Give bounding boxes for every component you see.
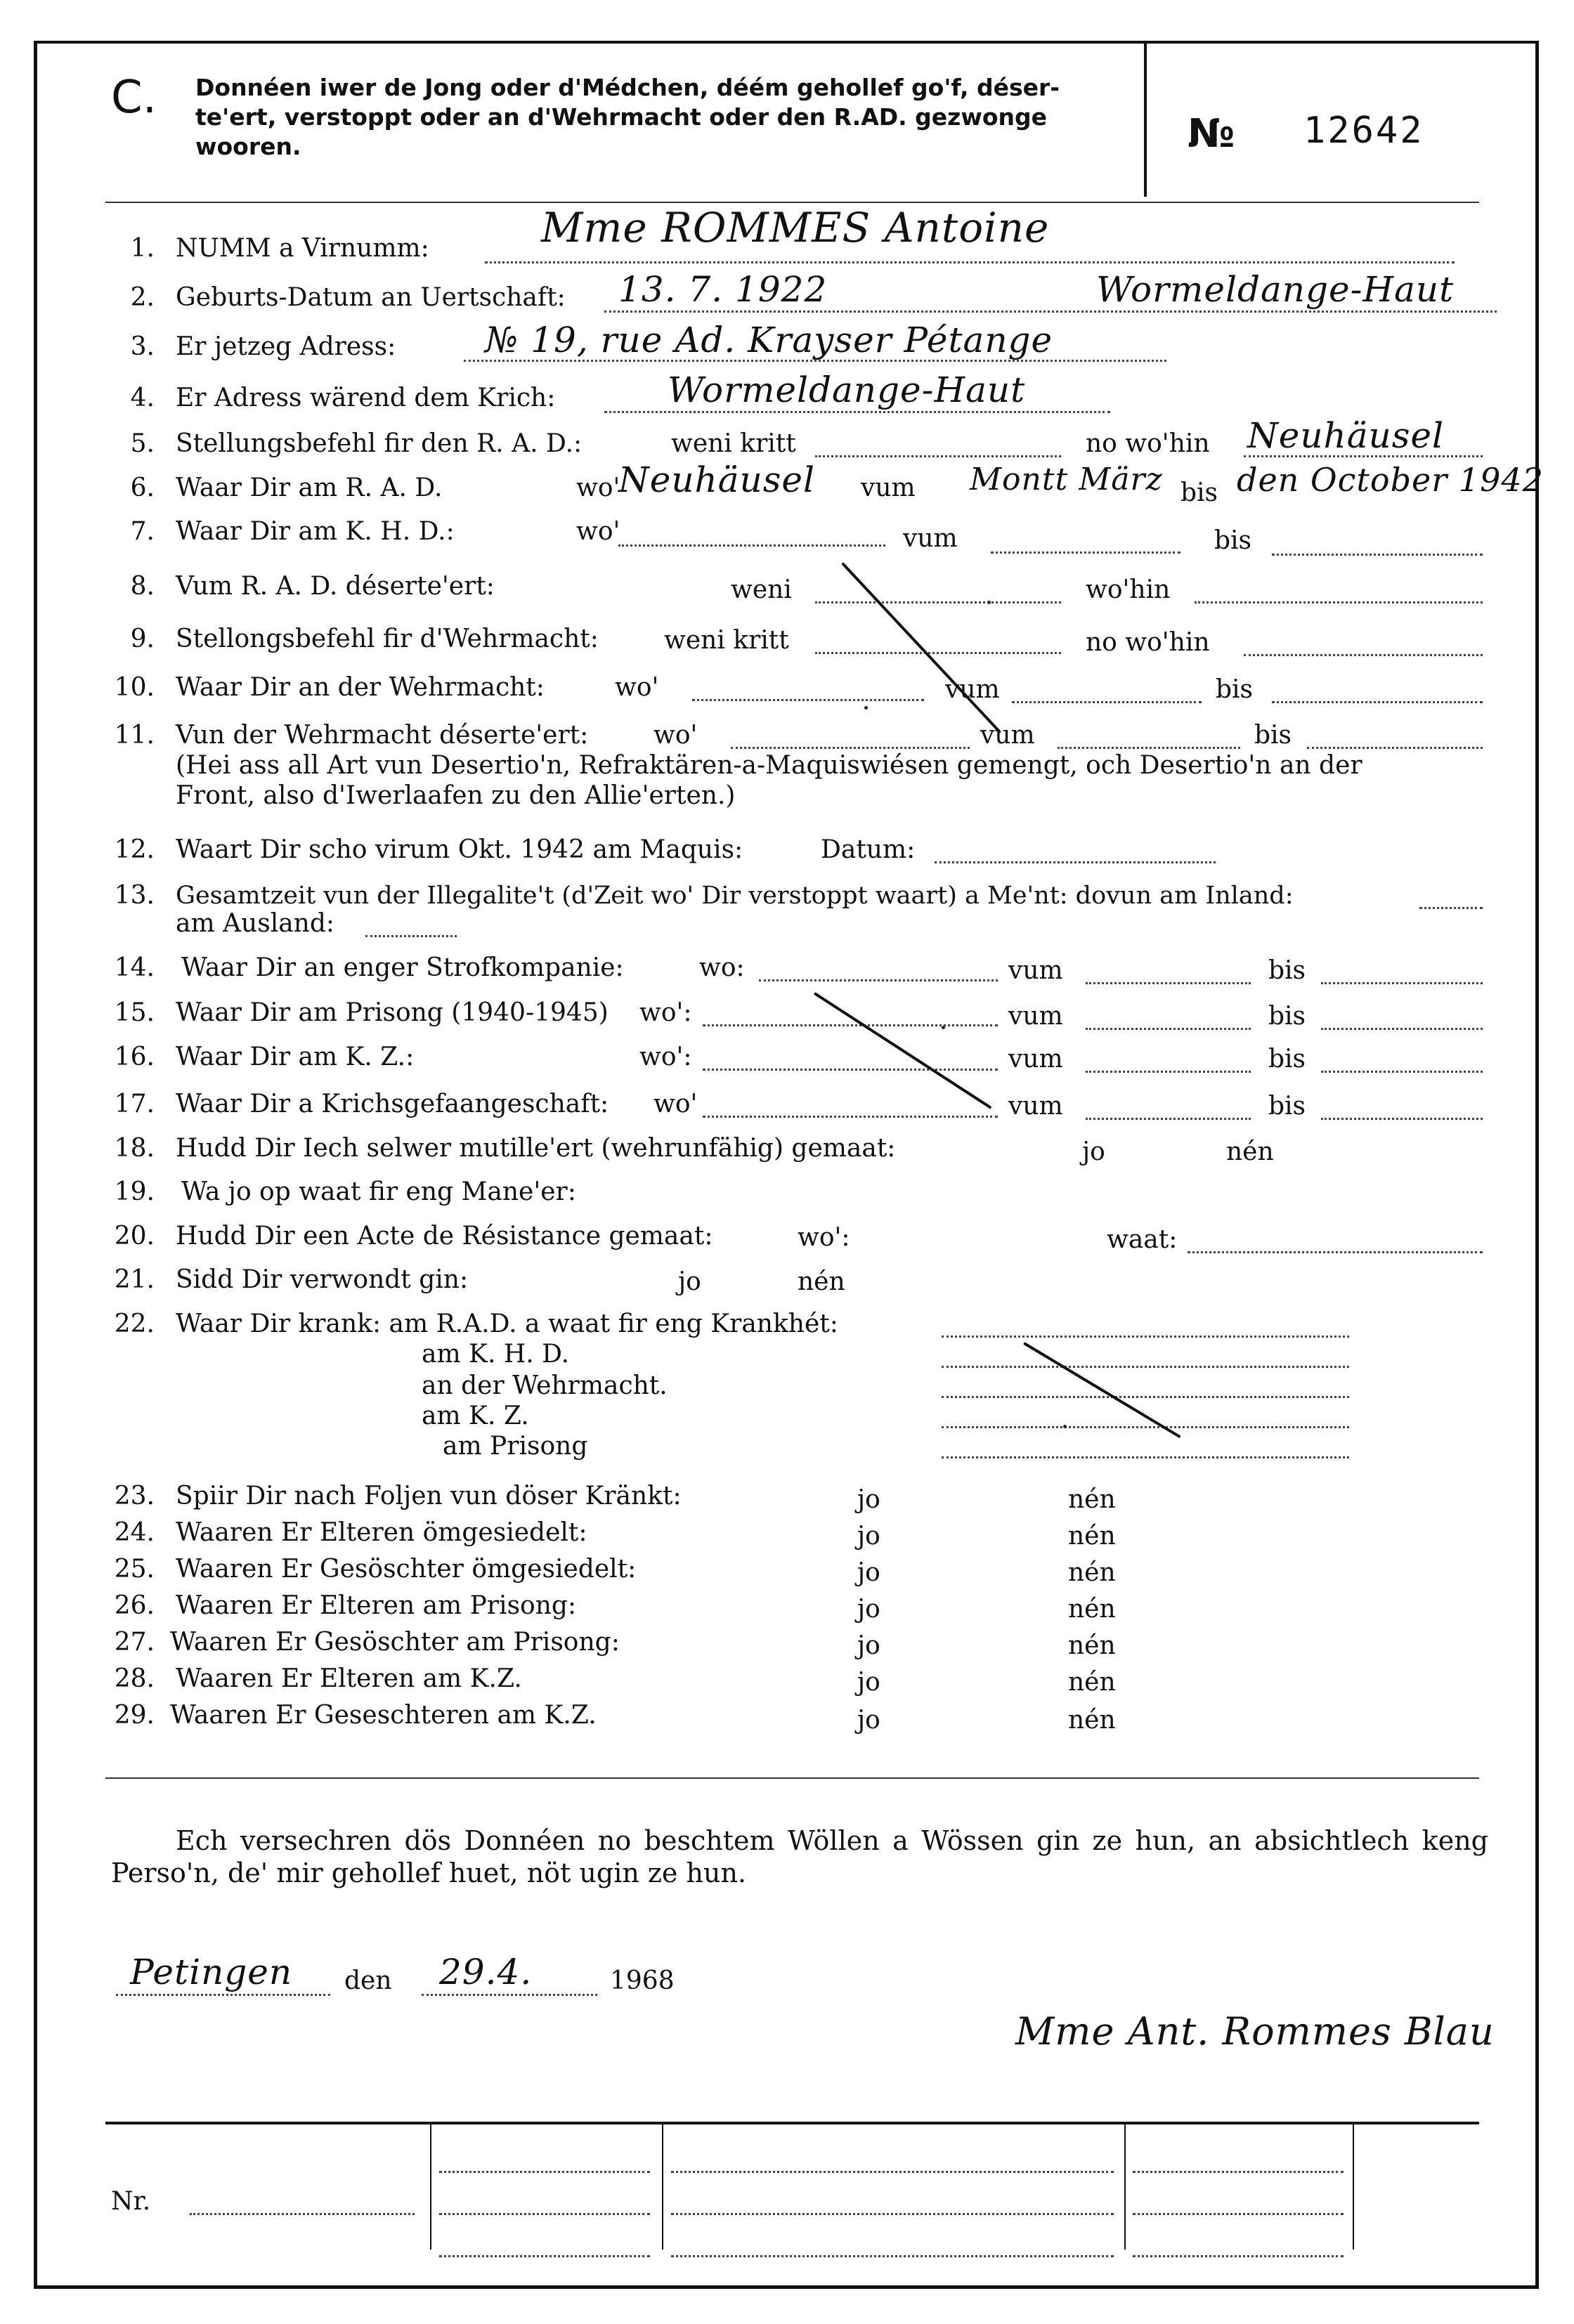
- wounded-label: Sidd Dir verwondt gin:: [176, 1265, 469, 1294]
- header-rule: [105, 202, 1479, 203]
- jo-option: jo: [857, 1631, 880, 1660]
- jo-option: jo: [857, 1485, 880, 1514]
- answer-line: [671, 2255, 1114, 2257]
- prison-label: Waar Dir am Prisong (1940-1945): [176, 998, 609, 1027]
- birth-label: Geburts-Datum an Uertschaft:: [176, 283, 566, 312]
- nr-label: Nr.: [111, 2187, 151, 2216]
- nen-option: nén: [1068, 1668, 1116, 1697]
- wohin-label: wo'hin: [1086, 575, 1171, 604]
- answer-line: [731, 747, 970, 749]
- vum-label: vum: [1008, 1092, 1063, 1121]
- answer-line: [935, 861, 1216, 863]
- wehrmacht-order-label: Stellongsbefehl fir d'Wehrmacht:: [176, 625, 599, 653]
- jo-option: jo: [857, 1558, 880, 1587]
- answer-line: [1012, 701, 1202, 703]
- nen-option: nén: [798, 1267, 845, 1296]
- wehrmacht-desert-label: Vun der Wehrmacht déserte'ert:: [176, 721, 589, 750]
- answer-line: [703, 1116, 998, 1118]
- answer-line: [1188, 1251, 1483, 1253]
- parents-prison-label: Waaren Er Elteren am Prisong:: [176, 1591, 577, 1620]
- line-number: 8.: [130, 572, 155, 601]
- war-address-value: Wormeldange-Haut: [668, 370, 1026, 410]
- weni-kritt-label: weni kritt: [671, 429, 796, 458]
- bis-label: bis: [1216, 675, 1254, 704]
- kz-label: Waar Dir am K. Z.:: [176, 1043, 415, 1071]
- section-description: Donnéen iwer de Jong oder d'Médchen, déém gehollef go'f, déser-te'ert, verstoppt oder an d'Wehrmacht oder den R.AD. gezwonge wooren.: [195, 74, 1060, 160]
- answer-line: [671, 2171, 1114, 2173]
- den-label: den: [344, 1966, 392, 1995]
- ink-dot: [1063, 1425, 1067, 1428]
- resistance-label: Hudd Dir een Acte de Résistance gemaat:: [176, 1222, 713, 1251]
- wo-label: wo':: [639, 998, 692, 1027]
- answer-line: [1321, 1071, 1483, 1073]
- line-number: 23.: [114, 1482, 155, 1510]
- answer-line: [1086, 1071, 1251, 1073]
- wo-label: wo':: [798, 1223, 850, 1252]
- line-number: 12.: [114, 835, 155, 864]
- vum-label: vum: [945, 675, 1000, 704]
- signoff-year: 1968: [610, 1966, 675, 1995]
- answer-line: [422, 1994, 597, 1996]
- answer-line: [1307, 747, 1483, 749]
- footer-rule: [105, 2122, 1479, 2124]
- desertion-note-line1: (Hei ass all Art vun Desertio'n, Refraktären-a-Maquiswiésen gemengt, och Desertio'n an der: [176, 751, 1362, 780]
- signoff-date: 29.4.: [439, 1952, 533, 1992]
- line-number: 25.: [114, 1555, 155, 1584]
- line-number: 20.: [114, 1222, 155, 1251]
- line-number: 15.: [114, 998, 155, 1027]
- bis-label: bis: [1268, 1002, 1306, 1031]
- section-letter: C.: [111, 72, 157, 124]
- vum-label: vum: [1008, 956, 1063, 985]
- rad-until-value: den October 1942: [1237, 461, 1544, 499]
- vum-label: vum: [861, 474, 916, 502]
- bis-label: bis: [1254, 721, 1292, 750]
- weni-kritt-label: weni kritt: [664, 626, 789, 655]
- line-number: 17.: [114, 1090, 155, 1118]
- nen-option: nén: [1068, 1522, 1116, 1551]
- wo-label: wo': [576, 474, 620, 502]
- nen-option: nén: [1068, 1706, 1116, 1735]
- answer-line: [439, 2255, 650, 2257]
- footer-col-divider: [1353, 2123, 1354, 2250]
- answer-line: [991, 551, 1180, 554]
- jo-option: jo: [678, 1267, 701, 1296]
- line-number: 11.: [114, 721, 155, 750]
- line-number: 22.: [114, 1310, 155, 1338]
- declaration-text: Ech versechren dös Donnéen no beschtem Wöllen a Wössen gin ze hun, an absichtlech keng Perso'n, de' mir gehollef huet, nöt ugin ze hun.: [111, 1825, 1488, 1888]
- wo-label: wo': [653, 1090, 698, 1118]
- birth-place-value: Wormeldange-Haut: [1096, 269, 1455, 310]
- no-wohin-label: no wo'hin: [1086, 429, 1210, 458]
- wo-label: wo': [576, 517, 620, 546]
- answer-line: [703, 1069, 998, 1071]
- siblings-kz-label: Waaren Er Geseschteren am K.Z.: [170, 1701, 597, 1730]
- desertion-note-line2: Front, also d'Iwerlaafen zu den Allie'erten.): [176, 781, 736, 810]
- line-number: 27.: [114, 1628, 155, 1657]
- nen-option: nén: [1226, 1137, 1274, 1166]
- line-number: 24.: [114, 1518, 155, 1547]
- answer-line: [815, 652, 1061, 654]
- line-number: 10.: [114, 673, 155, 702]
- rad-desert-label: Vum R. A. D. déserte'ert:: [176, 572, 495, 601]
- answer-line: [942, 1336, 1349, 1338]
- answer-line: [942, 1456, 1349, 1458]
- line-number: 3.: [130, 332, 155, 361]
- bis-label: bis: [1268, 1092, 1306, 1121]
- signature: Mme Ant. Rommes Blau: [1015, 2009, 1495, 2054]
- answer-line: [1321, 1028, 1483, 1030]
- line-number: 9.: [130, 625, 155, 653]
- answer-line: [759, 979, 998, 981]
- number-sign: №: [1188, 111, 1235, 157]
- jo-option: jo: [857, 1668, 880, 1697]
- rad-order-value: Neuhäusel: [1247, 415, 1444, 456]
- sick-label: Waar Dir krank: am R.A.D. a waat fir eng Krankhét:: [176, 1310, 838, 1338]
- line-number: 21.: [114, 1265, 155, 1294]
- siblings-prison-label: Waaren Er Gesöschter am Prisong:: [170, 1628, 620, 1657]
- line-number: 1.: [130, 234, 155, 263]
- answer-line: [1086, 1118, 1251, 1120]
- header-divider: [1144, 44, 1147, 197]
- footer-col-divider: [662, 2123, 663, 2250]
- answer-line: [692, 699, 924, 701]
- wo-label: wo': [615, 673, 659, 702]
- answer-line: [1321, 982, 1483, 984]
- sick-prison-label: am Prisong: [443, 1432, 588, 1461]
- nen-option: nén: [1068, 1558, 1116, 1587]
- nen-option: nén: [1068, 1485, 1116, 1514]
- line-number: 6.: [130, 474, 155, 502]
- line-number: 26.: [114, 1591, 155, 1620]
- line-number: 13.: [114, 881, 155, 910]
- signoff-place: Petingen: [130, 1952, 293, 1992]
- answer-line: [439, 2171, 650, 2173]
- answer-line: [618, 544, 885, 547]
- manner-label: Wa jo op waat fir eng Mane'er:: [181, 1177, 576, 1206]
- jo-option: jo: [857, 1706, 880, 1735]
- wo-label: wo': [653, 721, 698, 750]
- answer-line: [1272, 701, 1483, 703]
- answer-line: [1133, 2171, 1344, 2173]
- answer-line: [942, 1366, 1349, 1368]
- name-value: Mme ROMMES Antoine: [541, 204, 1050, 252]
- jo-option: jo: [857, 1595, 880, 1624]
- answer-line: [485, 261, 1455, 263]
- answer-line: [1272, 554, 1483, 556]
- bis-label: bis: [1268, 956, 1306, 985]
- datum-label: Datum:: [821, 835, 916, 864]
- bis-label: bis: [1268, 1045, 1306, 1073]
- war-address-label: Er Adress wärend dem Krich:: [176, 384, 556, 412]
- form-number: 12642: [1303, 110, 1424, 152]
- answer-line: [1244, 654, 1483, 656]
- ink-dot: [942, 1026, 945, 1029]
- answer-line: [1086, 1028, 1251, 1030]
- line-number: 4.: [130, 384, 155, 412]
- answer-line: [1133, 2213, 1344, 2215]
- line-number: 19.: [114, 1177, 155, 1206]
- abroad-label: am Ausland:: [176, 909, 335, 938]
- answer-line: [1419, 907, 1483, 909]
- answer-line: [815, 601, 1061, 603]
- declaration-rule: [105, 1777, 1479, 1779]
- answer-line: [703, 1024, 998, 1026]
- answer-line: [942, 1396, 1349, 1398]
- rad-from-value: Montt März: [970, 462, 1163, 497]
- line-number: 28.: [114, 1664, 155, 1693]
- answer-line: [1195, 601, 1483, 603]
- answer-line: [439, 2213, 650, 2215]
- pow-label: Waar Dir a Krichsgefaangeschaft:: [176, 1090, 609, 1118]
- address-value: № 19, rue Ad. Krayser Pétange: [485, 320, 1053, 360]
- wo-label: wo':: [639, 1043, 692, 1071]
- maquis-label: Waart Dir scho virum Okt. 1942 am Maquis:: [176, 835, 743, 864]
- line-number: 7.: [130, 517, 155, 546]
- birth-date-value: 13. 7. 1922: [618, 269, 828, 310]
- sick-kz-label: am K. Z.: [422, 1402, 529, 1430]
- penal-company-label: Waar Dir an enger Strofkompanie:: [181, 953, 624, 982]
- line-number: 16.: [114, 1043, 155, 1071]
- khd-label: Waar Dir am K. H. D.:: [176, 517, 455, 546]
- answer-line: [365, 935, 457, 937]
- answer-line: [942, 1426, 1349, 1428]
- jo-option: jo: [857, 1522, 880, 1551]
- siblings-resettled-label: Waaren Er Gesöschter ömgesiedelt:: [176, 1555, 637, 1584]
- nen-option: nén: [1068, 1595, 1116, 1624]
- rad-label: Waar Dir am R. A. D.: [176, 474, 443, 502]
- answer-line: [1133, 2255, 1344, 2257]
- sick-khd-label: am K. H. D.: [422, 1340, 570, 1369]
- answer-line: [1321, 1118, 1483, 1120]
- line-number: 5.: [130, 429, 155, 458]
- wo-label: wo:: [699, 953, 745, 982]
- answer-line: [1086, 982, 1251, 984]
- sick-wehrmacht-label: an der Wehrmacht.: [422, 1371, 668, 1400]
- answer-line: [1058, 747, 1240, 749]
- vum-label: vum: [1008, 1045, 1063, 1073]
- illegality-label: Gesamtzeit vun der Illegalite't (d'Zeit wo' Dir verstoppt waart) a Me'nt: dovun am Inland:: [176, 882, 1294, 910]
- parents-resettled-label: Waaren Er Elteren ömgesiedelt:: [176, 1518, 587, 1547]
- jo-option: jo: [1082, 1137, 1105, 1166]
- ink-dot: [864, 706, 868, 710]
- rad-order-label: Stellungsbefehl fir den R. A. D.:: [176, 429, 583, 458]
- bis-label: bis: [1214, 526, 1252, 555]
- no-wohin-label: no wo'hin: [1086, 628, 1210, 657]
- footer-col-divider: [430, 2123, 431, 2250]
- answer-line: [190, 2213, 415, 2215]
- footer-col-divider: [1124, 2123, 1126, 2250]
- rad-place-value: Neuhäusel: [618, 459, 815, 500]
- answer-line: [671, 2213, 1114, 2215]
- parents-kz-label: Waaren Er Elteren am K.Z.: [176, 1664, 522, 1693]
- line-number: 18.: [114, 1134, 155, 1163]
- ink-dot: [987, 601, 991, 604]
- weni-label: weni: [731, 575, 792, 604]
- vum-label: vum: [980, 721, 1035, 750]
- bis-label: bis: [1180, 478, 1218, 507]
- line-number: 29.: [114, 1701, 155, 1730]
- vum-label: vum: [903, 524, 958, 553]
- mutilation-label: Hudd Dir Iech selwer mutille'ert (wehrunfähig) gemaat:: [176, 1134, 896, 1163]
- wehrmacht-label: Waar Dir an der Wehrmacht:: [176, 673, 545, 702]
- line-number: 14.: [114, 953, 155, 982]
- nen-option: nén: [1068, 1631, 1116, 1660]
- after-effects-label: Spiir Dir nach Foljen vun döser Kränkt:: [176, 1482, 682, 1510]
- waat-label: waat:: [1107, 1225, 1178, 1254]
- line-number: 2.: [130, 283, 155, 312]
- vum-label: vum: [1008, 1002, 1063, 1031]
- address-label: Er jetzeg Adress:: [176, 332, 396, 361]
- name-label: NUMM a Virnumm:: [176, 234, 429, 263]
- answer-line: [116, 1994, 330, 1996]
